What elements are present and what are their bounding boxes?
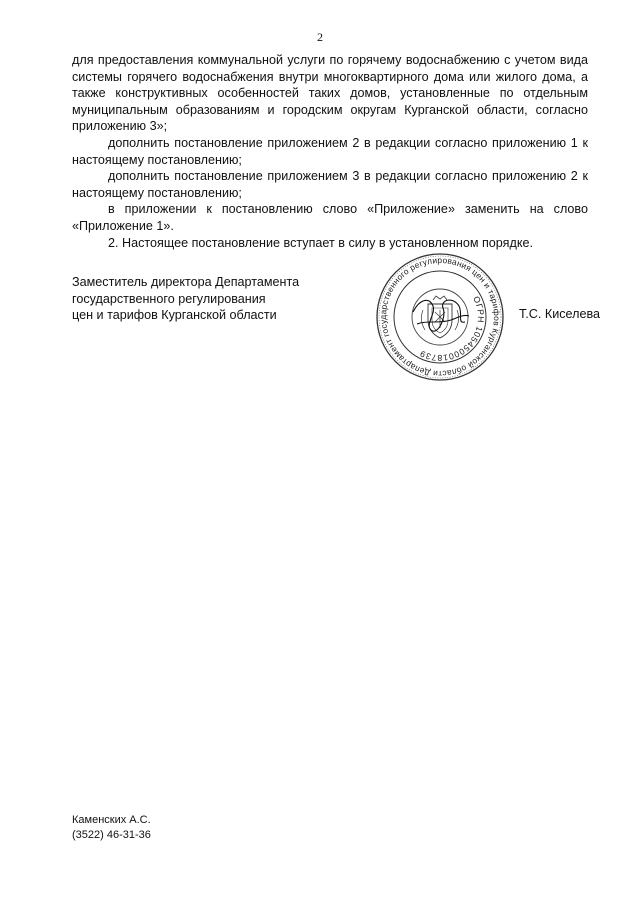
signatory-position-line: цен и тарифов Курганской области bbox=[72, 308, 277, 323]
executor-info bbox=[72, 813, 151, 842]
executor-name: Каменских А.С. bbox=[72, 814, 151, 826]
official-seal bbox=[373, 250, 507, 384]
signatory-position-line: государственного регулирования bbox=[72, 291, 266, 306]
signer-name: Т.С. Киселева bbox=[519, 307, 601, 321]
seal-inner-text: ОГРН 1054500018739 bbox=[418, 294, 487, 364]
coat-of-arms-icon bbox=[421, 296, 458, 338]
paragraph-amendment-appendix-3: дополнить постановление приложением 3 в редакции согласно приложению 2 к настоящему постановлению; bbox=[72, 169, 588, 200]
signatory-position bbox=[72, 274, 299, 324]
svg-text:ОГРН 1054500018739 bbox=[406, 294, 503, 377]
signatory-position-line: Заместитель директора Департамента bbox=[72, 275, 300, 289]
paragraph-amendment-rename: в приложении к постановлению слово «Приложение» заменить на слово «Приложение 1». bbox=[72, 202, 588, 233]
paragraph-effective-date: 2. Настоящее постановление вступает в силу в установленном порядке. bbox=[108, 235, 533, 250]
page-number: 2 bbox=[317, 30, 323, 44]
paragraph-amendment-appendix-2: дополнить постановление приложением 2 в редакции согласно приложению 1 к настоящему постановлению; bbox=[72, 135, 588, 167]
paragraph-continuation: для предоставления коммунальной услуги по горячему водоснабжению с учетом вида системы горячего водоснабжения внутри многоквартирного дома или жилого дома, а также конструктивных особенностей таких домов, установленные по отдельным муниципальным образованиям и городским округам Курганской области, согласно приложению 3»; bbox=[72, 53, 588, 134]
document-body bbox=[72, 52, 588, 251]
seal-outer-text: Департамент государственного регулирования цен и тарифов Курганской области bbox=[377, 254, 503, 380]
executor-phone: (3522) 46-31-36 bbox=[72, 828, 151, 841]
